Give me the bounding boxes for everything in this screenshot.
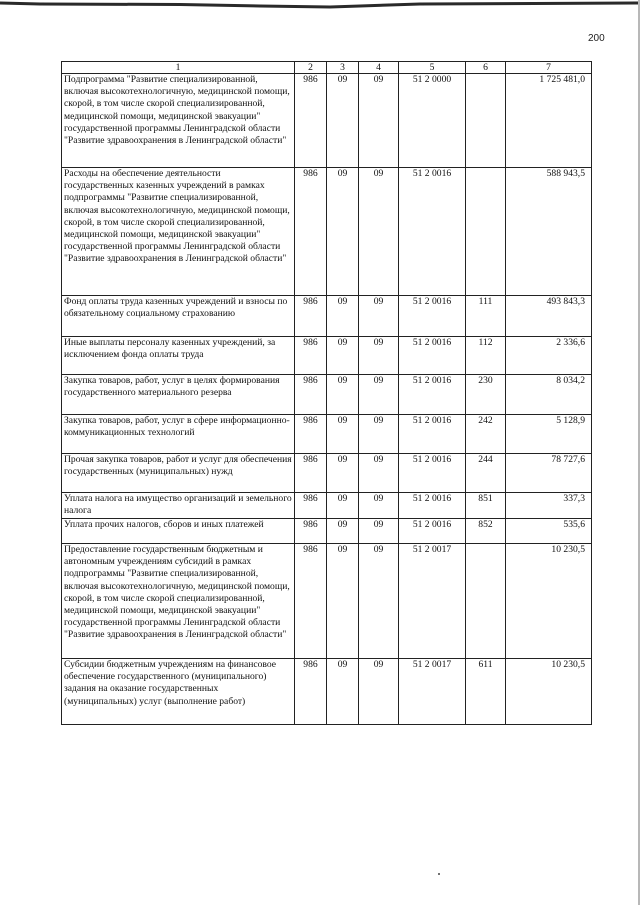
table-row xyxy=(62,454,592,493)
column-header: 7 xyxy=(506,62,592,74)
row-code-section: 09 xyxy=(327,375,359,415)
row-code-expense-type: 244 xyxy=(466,454,506,493)
row-code-target: 51 2 0017 xyxy=(399,544,466,659)
row-code-subsection: 09 xyxy=(359,74,399,168)
row-code-ministry: 986 xyxy=(295,296,327,337)
row-code-subsection: 09 xyxy=(359,415,399,454)
row-amount: 2 336,6 xyxy=(506,337,592,375)
row-amount: 493 843,3 xyxy=(506,296,592,337)
column-header: 4 xyxy=(359,62,399,74)
row-code-section: 09 xyxy=(327,74,359,168)
row-code-target: 51 2 0016 xyxy=(399,415,466,454)
row-code-expense-type: 112 xyxy=(466,337,506,375)
row-code-subsection: 09 xyxy=(359,454,399,493)
row-amount: 10 230,5 xyxy=(506,659,592,725)
row-code-expense-type xyxy=(466,544,506,659)
row-code-ministry: 986 xyxy=(295,375,327,415)
table-row xyxy=(62,168,592,296)
row-name: Предоставление государственным бюджетным и автономным учреждениям субсидий в рамках подпрограммы "Развитие специализированной, включая высокотехнологичную, медицинской помощи, скорой, в том числе скорой специализированной, медицинской помощи, медицинской эвакуации" государственной программы Ленинградской области "Развитие здравоохранения в Ленинградской области" xyxy=(62,544,295,659)
row-name: Расходы на обеспечение деятельности государственных казенных учреждений в рамках подпрограммы "Развитие специализированной, включая высокотехнологичную, медицинской помощи, скорой, в том числе скорой специализированной, медицинской помощи, медицинской эвакуации" государственной программы Ленинградской области "Развитие здравоохранения в Ленинградской области" xyxy=(62,168,295,296)
row-code-subsection: 09 xyxy=(359,493,399,519)
table-row xyxy=(62,544,592,659)
row-name: Уплата прочих налогов, сборов и иных платежей xyxy=(62,519,295,544)
table-row xyxy=(62,493,592,519)
column-header: 3 xyxy=(327,62,359,74)
row-code-target: 51 2 0016 xyxy=(399,454,466,493)
row-amount: 10 230,5 xyxy=(506,544,592,659)
column-header: 5 xyxy=(399,62,466,74)
row-name: Закупка товаров, работ, услуг в целях формирования государственного материального резерва xyxy=(62,375,295,415)
row-amount: 8 034,2 xyxy=(506,375,592,415)
row-code-section: 09 xyxy=(327,168,359,296)
row-code-section: 09 xyxy=(327,337,359,375)
row-code-ministry: 986 xyxy=(295,74,327,168)
row-code-subsection: 09 xyxy=(359,519,399,544)
row-code-subsection: 09 xyxy=(359,659,399,725)
table-row xyxy=(62,519,592,544)
row-code-ministry: 986 xyxy=(295,519,327,544)
row-code-ministry: 986 xyxy=(295,659,327,725)
row-code-expense-type: 111 xyxy=(466,296,506,337)
row-amount: 535,6 xyxy=(506,519,592,544)
column-header: 2 xyxy=(295,62,327,74)
row-amount: 1 725 481,0 xyxy=(506,74,592,168)
scan-speck xyxy=(438,873,440,875)
row-code-section: 09 xyxy=(327,544,359,659)
row-name: Субсидии бюджетным учреждениям на финансовое обеспечение государственного (муниципального) задания на оказание государственных (муниципальных) услуг (выполнение работ) xyxy=(62,659,295,725)
row-name: Прочая закупка товаров, работ и услуг для обеспечения государственных (муниципальных) нужд xyxy=(62,454,295,493)
row-code-subsection: 09 xyxy=(359,337,399,375)
row-code-target: 51 2 0016 xyxy=(399,375,466,415)
row-code-target: 51 2 0016 xyxy=(399,168,466,296)
row-code-expense-type: 230 xyxy=(466,375,506,415)
table-header-row xyxy=(62,62,592,74)
row-code-subsection: 09 xyxy=(359,544,399,659)
row-code-ministry: 986 xyxy=(295,337,327,375)
row-name: Иные выплаты персоналу казенных учреждений, за исключением фонда оплаты труда xyxy=(62,337,295,375)
row-code-subsection: 09 xyxy=(359,168,399,296)
row-code-target: 51 2 0016 xyxy=(399,519,466,544)
row-name: Подпрограмма "Развитие специализированной, включая высокотехнологичную, медицинской помощи, скорой, в том числе скорой специализированной, медицинской помощи, медицинской эвакуации" государственной программы Ленинградской области "Развитие здравоохранения в Ленинградской области" xyxy=(62,74,295,168)
table-row xyxy=(62,375,592,415)
row-code-ministry: 986 xyxy=(295,454,327,493)
row-code-section: 09 xyxy=(327,659,359,725)
scan-top-edge xyxy=(0,0,640,10)
row-amount: 588 943,5 xyxy=(506,168,592,296)
row-code-expense-type: 611 xyxy=(466,659,506,725)
table-row xyxy=(62,74,592,168)
row-code-subsection: 09 xyxy=(359,296,399,337)
table-row xyxy=(62,659,592,725)
row-code-ministry: 986 xyxy=(295,493,327,519)
table-row xyxy=(62,337,592,375)
column-header: 6 xyxy=(466,62,506,74)
table-row xyxy=(62,415,592,454)
table-row xyxy=(62,296,592,337)
row-code-section: 09 xyxy=(327,454,359,493)
row-code-subsection: 09 xyxy=(359,375,399,415)
row-code-target: 51 2 0016 xyxy=(399,337,466,375)
row-code-section: 09 xyxy=(327,519,359,544)
row-amount: 78 727,6 xyxy=(506,454,592,493)
row-code-expense-type: 242 xyxy=(466,415,506,454)
row-code-ministry: 986 xyxy=(295,168,327,296)
row-code-expense-type xyxy=(466,74,506,168)
row-code-ministry: 986 xyxy=(295,544,327,659)
row-code-target: 51 2 0016 xyxy=(399,296,466,337)
page-number: 200 xyxy=(588,33,605,44)
row-code-target: 51 2 0016 xyxy=(399,493,466,519)
column-header: 1 xyxy=(62,62,295,74)
row-code-ministry: 986 xyxy=(295,415,327,454)
row-code-target: 51 2 0017 xyxy=(399,659,466,725)
row-code-section: 09 xyxy=(327,415,359,454)
row-name: Уплата налога на имущество организаций и земельного налога xyxy=(62,493,295,519)
row-amount: 337,3 xyxy=(506,493,592,519)
row-code-expense-type xyxy=(466,168,506,296)
row-code-expense-type: 851 xyxy=(466,493,506,519)
row-name: Закупка товаров, работ, услуг в сфере информационно-коммуникационных технологий xyxy=(62,415,295,454)
row-code-expense-type: 852 xyxy=(466,519,506,544)
row-code-target: 51 2 0000 xyxy=(399,74,466,168)
row-name: Фонд оплаты труда казенных учреждений и взносы по обязательному социальному страхованию xyxy=(62,296,295,337)
row-amount: 5 128,9 xyxy=(506,415,592,454)
budget-table xyxy=(61,61,592,725)
row-code-section: 09 xyxy=(327,296,359,337)
row-code-section: 09 xyxy=(327,493,359,519)
